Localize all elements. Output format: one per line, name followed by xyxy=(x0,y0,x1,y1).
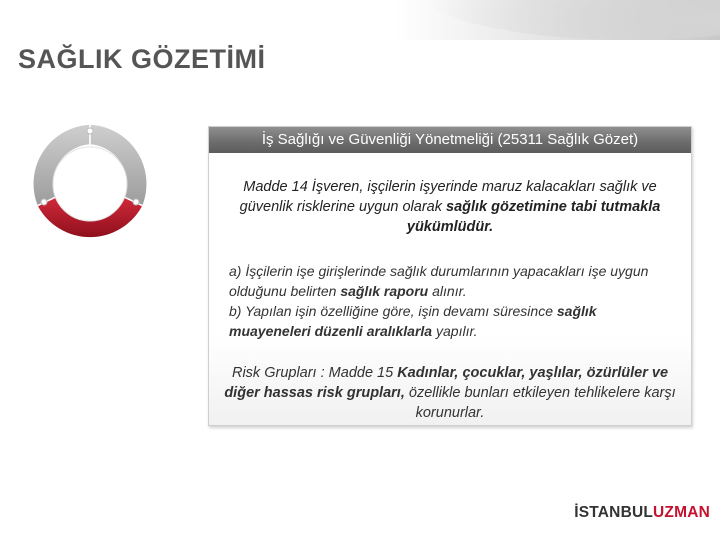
madde-14-paragraph xyxy=(217,177,683,237)
risk-groups-tail: özellikle bunları etkileyen tehlikelere karşı korunurlar. xyxy=(404,385,676,421)
ring-connector-left xyxy=(41,199,47,205)
risk-groups-paragraph xyxy=(217,363,683,423)
logo-part-istanbul: İSTANBUL xyxy=(574,504,654,521)
madde-14-emphasis: sağlık gözetimine tabi tutmakla yükümlüdür. xyxy=(406,199,661,235)
item-a-emphasis: sağlık raporu xyxy=(340,283,429,299)
risk-groups-emphasis: Kadınlar, çocuklar, yaşlılar, özürlüler ve diğer hassas risk grupları, xyxy=(224,365,669,401)
item-a-text: a) İşçilerin işe girişlerinde sağlık durumlarının yapacakları işe uygun olduğunu belirten xyxy=(229,263,649,299)
content-panel xyxy=(208,126,692,426)
madde-14-text: Madde 14 İşveren, işçilerin işyerinde maruz kalacakları sağlık ve güvenlik risklerine uygun olarak xyxy=(239,179,657,215)
item-b-tail: yapılır. xyxy=(432,323,478,339)
obligations-list xyxy=(229,261,679,341)
slide-title: SAĞLIK GÖZETİMİ xyxy=(18,44,266,74)
risk-groups-lead: Risk Grupları : Madde 15 xyxy=(231,365,398,381)
istanbuluzman-logo xyxy=(574,504,710,522)
panel-header: İş Sağlığı ve Güvenliği Yönetmeliği (25311 Sağlık Gözet) xyxy=(209,127,691,153)
item-b-emphasis: sağlık muayeneleri düzenli aralıklarla xyxy=(229,303,597,339)
segmented-ring-graphic xyxy=(28,122,152,246)
ring-connector-right xyxy=(133,199,139,205)
item-b-text: b) Yapılan işin özelliğine göre, işin devamı süresince xyxy=(229,303,557,319)
item-a-tail: alınır. xyxy=(428,283,467,299)
ring-connector-top xyxy=(87,128,93,134)
logo-part-uzman: UZMAN xyxy=(653,504,710,521)
